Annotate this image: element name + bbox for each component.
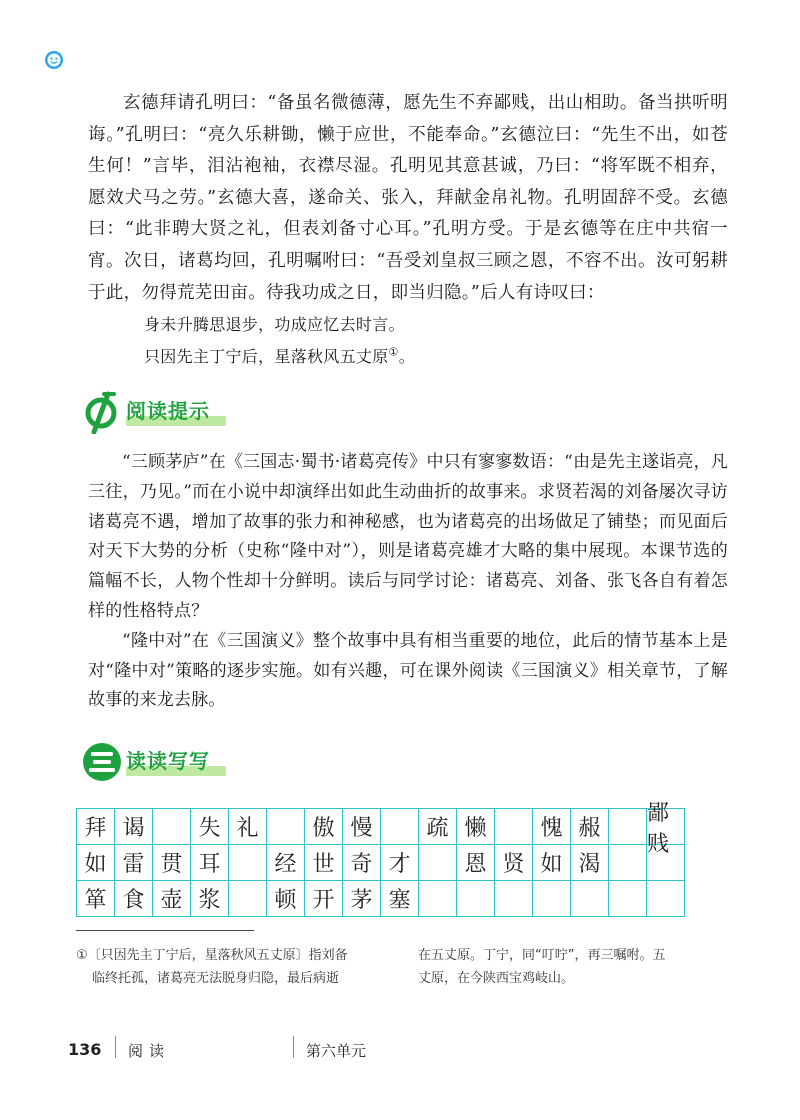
grid-char: 鄙 (647, 800, 670, 826)
grid-cell (609, 845, 647, 881)
footnote-line: 临终托孤，诸葛亮无法脱身归隐，最后病逝 (92, 971, 340, 986)
tips-paragraph-1: “三顾茅庐”在《三国志·蜀书·诸葛亮传》中只有寥寥数语：“由是先主遂诣亮，凡三往，乃见。”而在小说中却演绎出如此生动曲折的故事来。求贤若渴的刘备屡次寻访诸葛亮不遇，增加了故事的张力和神秘感，也为诸葛亮的出场做足了铺垫；而见面后对天下大势的分析（史称“隆中对”），则是诸葛亮雄才大略的集中展现。本课节选的篇幅不长，人物个性却十分鲜明。读后与同学讨论：诸葛亮、刘备、张飞各自有着怎样的性格特点？ (88, 452, 728, 621)
grid-cell: 才 (381, 845, 419, 881)
footnote-line: 丈原，在今陕西宝鸡岐山。 (418, 971, 575, 986)
grid-cell: 礼 (229, 809, 267, 845)
grid-cell: 雷 (115, 845, 153, 881)
footnote-line: 在五丈原。丁宁，同“叮咛”，再三嘱咐。五 (418, 948, 666, 963)
grid-cell (419, 845, 457, 881)
reading-tips-body (88, 448, 728, 716)
tips-paragraph-2: “隆中对”在《三国演义》整个故事中具有相当重要的地位，此后的情节基本上是对“隆中对”策略的逐步实施。如有兴趣，可在课外阅读《三国演义》相关章节，了解故事的来龙去脉。 (88, 630, 728, 711)
grid-cell (533, 881, 571, 917)
smiley-badge-icon (44, 50, 64, 70)
grid-cell: 渴 (571, 845, 609, 881)
read-write-icon (80, 740, 124, 784)
grid-cell (647, 881, 685, 917)
grid-cell: 开 (305, 881, 343, 917)
reading-tips-title: 阅读提示 (126, 399, 210, 423)
footnote-left-column (76, 944, 381, 990)
grid-cell (647, 800, 685, 857)
story-text (88, 88, 728, 372)
grid-cell: 如 (533, 845, 571, 881)
grid-cell: 塞 (381, 881, 419, 917)
footnote-line: ①〔只因先主丁宁后，星落秋风五丈原〕指刘备 (76, 948, 348, 963)
footer-unit-title: 第六单元 (306, 1042, 367, 1060)
grid-cell: 慢 (343, 809, 381, 845)
grid-cell: 赧 (571, 809, 609, 845)
read-write-title: 读读写写 (126, 749, 210, 773)
grid-cell (153, 809, 191, 845)
grid-cell (419, 881, 457, 917)
footnote-divider (76, 930, 254, 931)
grid-cell: 浆 (191, 881, 229, 917)
grid-cell: 经 (267, 845, 305, 881)
footer-separator (293, 1036, 294, 1058)
grid-cell: 贤 (495, 845, 533, 881)
grid-cell: 傲 (305, 809, 343, 845)
grid-cell: 懒 (457, 809, 495, 845)
reading-tips-icon (80, 390, 124, 434)
footer-book-title: 阅读 (128, 1042, 171, 1060)
grid-cell (609, 881, 647, 917)
grid-cell (609, 809, 647, 845)
grid-cell (647, 845, 685, 881)
grid-cell: 谒 (115, 809, 153, 845)
grid-cell: 顿 (267, 881, 305, 917)
grid-cell: 箪 (77, 881, 115, 917)
grid-cell: 贯 (153, 845, 191, 881)
grid-cell (571, 881, 609, 917)
grid-cell: 奇 (343, 845, 381, 881)
poem-line-2-end: 。 (398, 346, 415, 366)
read-write-title-wrap (126, 744, 226, 778)
grid-cell: 耳 (191, 845, 229, 881)
grid-cell: 壶 (153, 881, 191, 917)
vocabulary-grid (76, 800, 685, 917)
page-number: 136 (68, 1040, 102, 1059)
poem-line-2 (88, 341, 728, 373)
grid-cell (229, 845, 267, 881)
grid-cell: 如 (77, 845, 115, 881)
grid-cell (457, 881, 495, 917)
grid-cell: 拜 (77, 809, 115, 845)
grid-cell: 恩 (457, 845, 495, 881)
reading-tips-title-wrap (126, 394, 226, 428)
poem-line-1: 身未升腾思退步，功成应忆去时言。 (144, 315, 405, 335)
grid-char: 贱 (647, 831, 670, 857)
grid-cell (381, 809, 419, 845)
grid-cell: 愧 (533, 809, 571, 845)
grid-cell (495, 881, 533, 917)
poem-line-2-text: 只因先主丁宁后，星落秋风五丈原 (144, 346, 389, 366)
footnote-marker[interactable]: ① (388, 345, 399, 359)
grid-cell: 茅 (343, 881, 381, 917)
grid-cell: 失 (191, 809, 229, 845)
grid-cell (229, 881, 267, 917)
grid-cell: 世 (305, 845, 343, 881)
footer-separator (115, 1036, 116, 1058)
footnote-right-column (418, 944, 698, 990)
grid-cell: 疏 (419, 809, 457, 845)
story-paragraph: 玄德拜请孔明曰：“备虽名微德薄，愿先生不弃鄙贱，出山相助。备当拱听明诲。”孔明曰：“亮久乐耕锄，懒于应世，不能奉命。”玄德泣曰：“先生不出，如苍生何！”言毕，泪沾袍袖，衣襟尽湿。孔明见其意甚诚，乃曰：“将军既不相弃，愿效犬马之劳。”玄德大喜，遂命关、张入，拜献金帛礼物。孔明固辞不受。玄德曰：“此非聘大贤之礼，但表刘备寸心耳。”孔明方受。于是玄德等在庄中共宿一宵。次日，诸葛均回，孔明嘱咐曰：“吾受刘皇叔三顾之恩，不容不出。汝可躬耕于此，勿得荒芜田亩。待我功成之日，即当归隐。”后人有诗叹曰： (88, 93, 728, 303)
grid-cell (267, 809, 305, 845)
grid-cell: 食 (115, 881, 153, 917)
grid-cell (495, 809, 533, 845)
